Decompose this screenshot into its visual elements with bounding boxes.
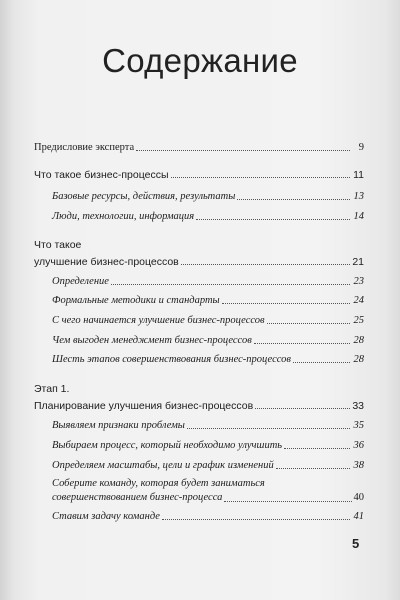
- dot-leader: [196, 219, 350, 220]
- toc-page-number: 36: [353, 440, 364, 451]
- toc-page-number: 33: [352, 400, 364, 412]
- toc-entry-label: Планирование улучшения бизнес-процессов: [34, 400, 254, 412]
- toc-page-number: 35: [353, 420, 364, 431]
- dot-leader: [255, 408, 350, 409]
- dot-leader: [267, 323, 350, 324]
- page-title: Содержание: [102, 42, 298, 79]
- toc-entry-label: С чего начинается улучшение бизнес-процессов: [52, 315, 265, 326]
- toc-subentry[interactable]: [52, 460, 364, 472]
- toc-subentry[interactable]: [52, 335, 364, 347]
- toc-page-number: 13: [353, 191, 364, 202]
- toc-entry-label: Что такое бизнес-процессы: [34, 169, 169, 181]
- toc-subentry[interactable]: [52, 420, 364, 432]
- toc-chapter-2-heading: Что такое: [34, 239, 82, 251]
- toc-entry-stage-1[interactable]: [34, 400, 364, 412]
- toc-entry-label-line-2-row: [52, 491, 364, 505]
- toc-subentry[interactable]: [52, 295, 364, 307]
- dot-leader: [136, 150, 350, 151]
- toc-entry-label: Предисловие эксперта: [34, 142, 135, 153]
- toc-page-number: 11: [353, 169, 364, 181]
- toc-subentry[interactable]: [52, 211, 364, 223]
- toc-entry-label: Выявляем признаки проблемы: [52, 420, 185, 431]
- toc-page-number: 14: [353, 211, 364, 222]
- toc-page-number: 28: [353, 335, 364, 346]
- toc-subentry[interactable]: [52, 511, 364, 523]
- dot-leader: [237, 199, 350, 200]
- dot-leader: [254, 343, 350, 344]
- toc-entry-label-line-2: совершенствованием бизнес-процесса: [52, 492, 223, 503]
- toc-subentry[interactable]: [52, 191, 364, 203]
- dot-leader: [187, 428, 350, 429]
- toc-subentry[interactable]: [52, 315, 364, 327]
- toc-entry-preface[interactable]: [34, 142, 364, 154]
- toc-page-number: 28: [353, 354, 364, 365]
- toc-subentry[interactable]: [52, 354, 364, 366]
- toc-entry-label: Определение: [52, 276, 109, 287]
- toc-page-number: 25: [353, 315, 364, 326]
- page-number-footer: 5: [352, 536, 360, 551]
- toc-page-number: 21: [352, 256, 364, 268]
- toc-entry-label: Определяем масштабы, цели и график изменений: [52, 460, 274, 471]
- toc-entry-label: улучшение бизнес-процессов: [34, 256, 179, 268]
- toc-entry-label: Базовые ресурсы, действия, результаты: [52, 191, 236, 202]
- dot-leader: [284, 448, 350, 449]
- toc-subentry-multiline[interactable]: [52, 477, 364, 505]
- toc-subentry[interactable]: [52, 276, 364, 288]
- dot-leader: [276, 468, 350, 469]
- toc-entry-label: Ставим задачу команде: [52, 511, 160, 522]
- toc-page-number: 24: [353, 295, 364, 306]
- dot-leader: [171, 177, 350, 178]
- toc-page-number: 38: [353, 460, 364, 471]
- toc-entry-label: Формальные методики и стандарты: [52, 295, 220, 306]
- toc-entry-label: Чем выгоден менеджмент бизнес-процессов: [52, 335, 252, 346]
- dot-leader: [162, 519, 350, 520]
- toc-entry-chapter-1[interactable]: [34, 169, 364, 181]
- toc-entry-label: Выбираем процесс, который необходимо улучшить: [52, 440, 283, 451]
- toc-entry-label: Шесть этапов совершенствования бизнес-процессов: [52, 354, 291, 365]
- dot-leader: [181, 264, 350, 265]
- toc-entry-chapter-2[interactable]: [34, 256, 364, 268]
- toc-stage-1-heading: Этап 1.: [34, 383, 70, 395]
- toc-entry-label-line-1: Соберите команду, которая будет заниматься: [52, 478, 265, 489]
- dot-leader: [222, 303, 350, 304]
- dot-leader: [293, 362, 350, 363]
- toc-page-number: 40: [353, 492, 364, 503]
- toc-entry-label: Люди, технологии, информация: [52, 211, 195, 222]
- toc-subentry[interactable]: [52, 440, 364, 452]
- toc-page-number: 9: [358, 142, 364, 153]
- toc-page-number: 41: [353, 511, 364, 522]
- toc-page-number: 23: [353, 276, 364, 287]
- dot-leader: [111, 284, 350, 285]
- dot-leader: [224, 501, 351, 502]
